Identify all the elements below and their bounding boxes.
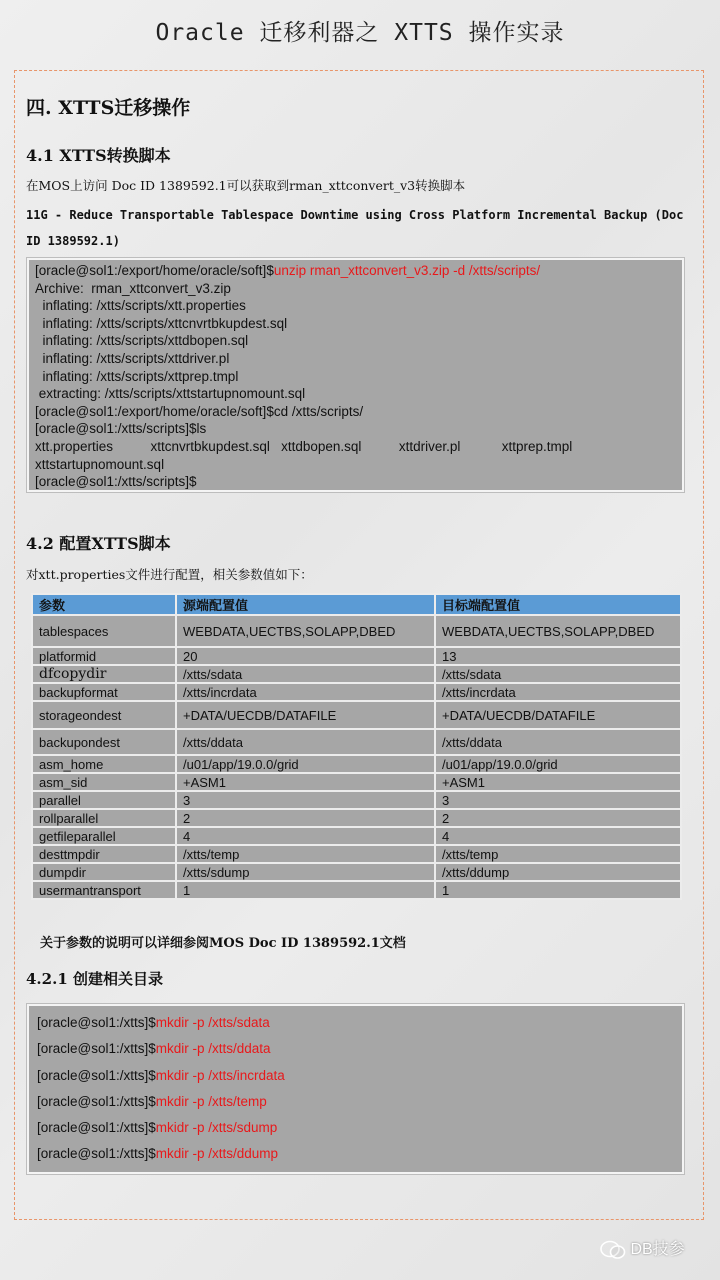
source-value-cell: /xtts/sdump bbox=[176, 863, 435, 881]
table-row bbox=[32, 755, 681, 773]
code-command: mkdir -p /xtts/ddata bbox=[155, 1041, 271, 1057]
code-prompt: [oracle@sol1:/xtts]$ bbox=[37, 1120, 156, 1136]
param-name-cell: storageondest bbox=[32, 701, 176, 729]
code-line bbox=[35, 456, 676, 474]
code-prompt: inflating: /xtts/scripts/xttcnvrtbkupdest.sql bbox=[35, 315, 288, 331]
param-name-cell: desttmpdir bbox=[32, 845, 176, 863]
table-row bbox=[32, 615, 681, 647]
code-line bbox=[35, 350, 676, 368]
code-line bbox=[35, 315, 676, 333]
watermark-text: DB技参 bbox=[630, 1241, 685, 1258]
table-row bbox=[32, 881, 681, 899]
code-prompt: inflating: /xtts/scripts/xttdbopen.sql bbox=[35, 333, 249, 349]
param-name-cell: parallel bbox=[32, 791, 176, 809]
code-command: unzip rman_xttconvert_v3.zip -d /xtts/scripts/ bbox=[273, 263, 541, 278]
header-param: 参数 bbox=[32, 594, 176, 615]
params-note: 关于参数的说明可以详细参阅MOS Doc ID 1389592.1文档 bbox=[40, 936, 406, 951]
code-prompt: inflating: /xtts/scripts/xttdriver.pl bbox=[35, 350, 230, 366]
table-row bbox=[32, 827, 681, 845]
table-row bbox=[32, 809, 681, 827]
intro-4-2: 对xtt.properties文件进行配置，相关参数值如下： bbox=[26, 567, 313, 582]
code-line bbox=[37, 1141, 674, 1167]
param-name-cell: dumpdir bbox=[32, 863, 176, 881]
param-name-cell: platformid bbox=[32, 647, 176, 665]
target-value-cell: /u01/app/19.0.0/grid bbox=[435, 755, 681, 773]
intro-4-1: 在MOS上访问 Doc ID 1389592.1可以获取到rman_xttconvert_v3转换脚本 bbox=[26, 178, 466, 193]
table-row bbox=[32, 701, 681, 729]
source-value-cell: 4 bbox=[176, 827, 435, 845]
code-line bbox=[35, 403, 676, 421]
table-row bbox=[32, 683, 681, 701]
code-line bbox=[35, 280, 676, 298]
target-value-cell: +ASM1 bbox=[435, 773, 681, 791]
param-name-cell: usermantransport bbox=[32, 881, 176, 899]
code-line bbox=[35, 420, 676, 438]
code-block-mkdir bbox=[27, 1004, 684, 1174]
code-line bbox=[35, 262, 676, 280]
table-row bbox=[32, 729, 681, 755]
code-command: mkdir -p /xtts/incrdata bbox=[155, 1067, 285, 1083]
target-value-cell: 13 bbox=[435, 647, 681, 665]
source-value-cell: WEBDATA,UECTBS,SOLAPP,DBED bbox=[176, 615, 435, 647]
code-line bbox=[37, 1063, 674, 1089]
code-command: mkdir -p /xtts/sdata bbox=[155, 1015, 270, 1030]
code-prompt: xttstartupnomount.sql bbox=[35, 456, 165, 472]
code-block-unzip bbox=[27, 258, 684, 492]
code-prompt: inflating: /xtts/scripts/xtt.properties bbox=[35, 298, 246, 314]
watermark-logo bbox=[600, 1236, 685, 1260]
table-row bbox=[32, 791, 681, 809]
param-name-cell: rollparallel bbox=[32, 809, 176, 827]
target-value-cell: WEBDATA,UECTBS,SOLAPP,DBED bbox=[435, 615, 681, 647]
code-line bbox=[37, 1089, 674, 1115]
param-name-cell: backupondest bbox=[32, 729, 176, 755]
code-line bbox=[35, 438, 676, 456]
heading-4-2: 4.2 配置XTTS脚本 bbox=[26, 534, 171, 553]
code-prompt: [oracle@sol1:/xtts]$ bbox=[37, 1015, 156, 1030]
code-command: mkidr -p /xtts/sdump bbox=[155, 1120, 278, 1136]
source-value-cell: 1 bbox=[176, 881, 435, 899]
code-line bbox=[37, 1010, 674, 1036]
param-name-cell: asm_home bbox=[32, 755, 176, 773]
wechat-icon bbox=[600, 1240, 626, 1260]
code-line bbox=[37, 1115, 674, 1141]
source-value-cell: /xtts/ddata bbox=[176, 729, 435, 755]
document-title: Oracle 迁移利器之 XTTS 操作实录 bbox=[155, 20, 565, 46]
table-row bbox=[32, 845, 681, 863]
param-name-cell: dfcopydir bbox=[32, 665, 176, 683]
source-value-cell: +DATA/UECDB/DATAFILE bbox=[176, 701, 435, 729]
header-target: 目标端配置值 bbox=[435, 594, 681, 615]
param-name-cell: backupformat bbox=[32, 683, 176, 701]
code-line bbox=[35, 297, 676, 315]
heading-4-2-1: 4.2.1 创建相关目录 bbox=[26, 970, 163, 988]
heading-4-1: 4.1 XTTS转换脚本 bbox=[26, 146, 171, 165]
header-source: 源端配置值 bbox=[176, 594, 435, 615]
section-title: 四. XTTS迁移操作 bbox=[26, 97, 191, 119]
target-value-cell: /xtts/incrdata bbox=[435, 683, 681, 701]
param-name-cell: getfileparallel bbox=[32, 827, 176, 845]
target-value-cell: 1 bbox=[435, 881, 681, 899]
source-value-cell: 3 bbox=[176, 791, 435, 809]
target-value-cell: 2 bbox=[435, 809, 681, 827]
code-prompt: [oracle@sol1:/xtts/scripts]$ls bbox=[35, 421, 207, 437]
source-value-cell: 20 bbox=[176, 647, 435, 665]
params-table bbox=[31, 593, 682, 900]
code-line bbox=[35, 385, 676, 403]
table-row bbox=[32, 665, 681, 683]
target-value-cell: 4 bbox=[435, 827, 681, 845]
table-row bbox=[32, 773, 681, 791]
target-value-cell: /xtts/ddump bbox=[435, 863, 681, 881]
source-value-cell: +ASM1 bbox=[176, 773, 435, 791]
source-value-cell: /xtts/temp bbox=[176, 845, 435, 863]
table-row bbox=[32, 647, 681, 665]
code-prompt: [oracle@sol1:/export/home/oracle/soft]$cd /xtts/scripts/ bbox=[35, 403, 364, 419]
mos-reference: 11G - Reduce Transportable Tablespace Downtime using Cross Platform Incremental Backup (Doc ID 1389592.1) bbox=[26, 208, 684, 248]
target-value-cell: /xtts/temp bbox=[435, 845, 681, 863]
source-value-cell: /xtts/sdata bbox=[176, 665, 435, 683]
code-prompt: extracting: /xtts/scripts/xttstartupnomount.sql bbox=[35, 386, 306, 402]
code-prompt: [oracle@sol1:/xtts]$ bbox=[37, 1093, 156, 1109]
code-command: mkdir -p /xtts/temp bbox=[155, 1093, 267, 1109]
param-name-cell: tablespaces bbox=[32, 615, 176, 647]
code-line bbox=[37, 1036, 674, 1062]
code-prompt: inflating: /xtts/scripts/xttprep.tmpl bbox=[35, 368, 239, 384]
code-prompt: [oracle@sol1:/xtts]$ bbox=[37, 1067, 156, 1083]
code-line bbox=[35, 368, 676, 386]
code-line bbox=[35, 473, 676, 491]
target-value-cell: /xtts/ddata bbox=[435, 729, 681, 755]
target-value-cell: +DATA/UECDB/DATAFILE bbox=[435, 701, 681, 729]
code-prompt: Archive: rman_xttconvert_v3.zip bbox=[35, 280, 231, 296]
source-value-cell: /u01/app/19.0.0/grid bbox=[176, 755, 435, 773]
source-value-cell: 2 bbox=[176, 809, 435, 827]
target-value-cell: 3 bbox=[435, 791, 681, 809]
table-row bbox=[32, 863, 681, 881]
code-prompt: [oracle@sol1:/xtts]$ bbox=[37, 1041, 156, 1057]
code-prompt: [oracle@sol1:/xtts]$ bbox=[37, 1146, 156, 1162]
code-command: mkdir -p /xtts/ddump bbox=[155, 1146, 279, 1162]
source-value-cell: /xtts/incrdata bbox=[176, 683, 435, 701]
table-header-row bbox=[32, 594, 681, 615]
code-prompt: [oracle@sol1:/export/home/oracle/soft]$ bbox=[35, 263, 274, 278]
code-prompt: xtt.properties xttcnvrtbkupdest.sql xttdbopen.sql xttdriver.pl xttprep.tmpl bbox=[35, 438, 573, 454]
code-line bbox=[35, 332, 676, 350]
param-name-cell: asm_sid bbox=[32, 773, 176, 791]
code-prompt: [oracle@sol1:/xtts/scripts]$ bbox=[35, 474, 197, 490]
target-value-cell: /xtts/sdata bbox=[435, 665, 681, 683]
